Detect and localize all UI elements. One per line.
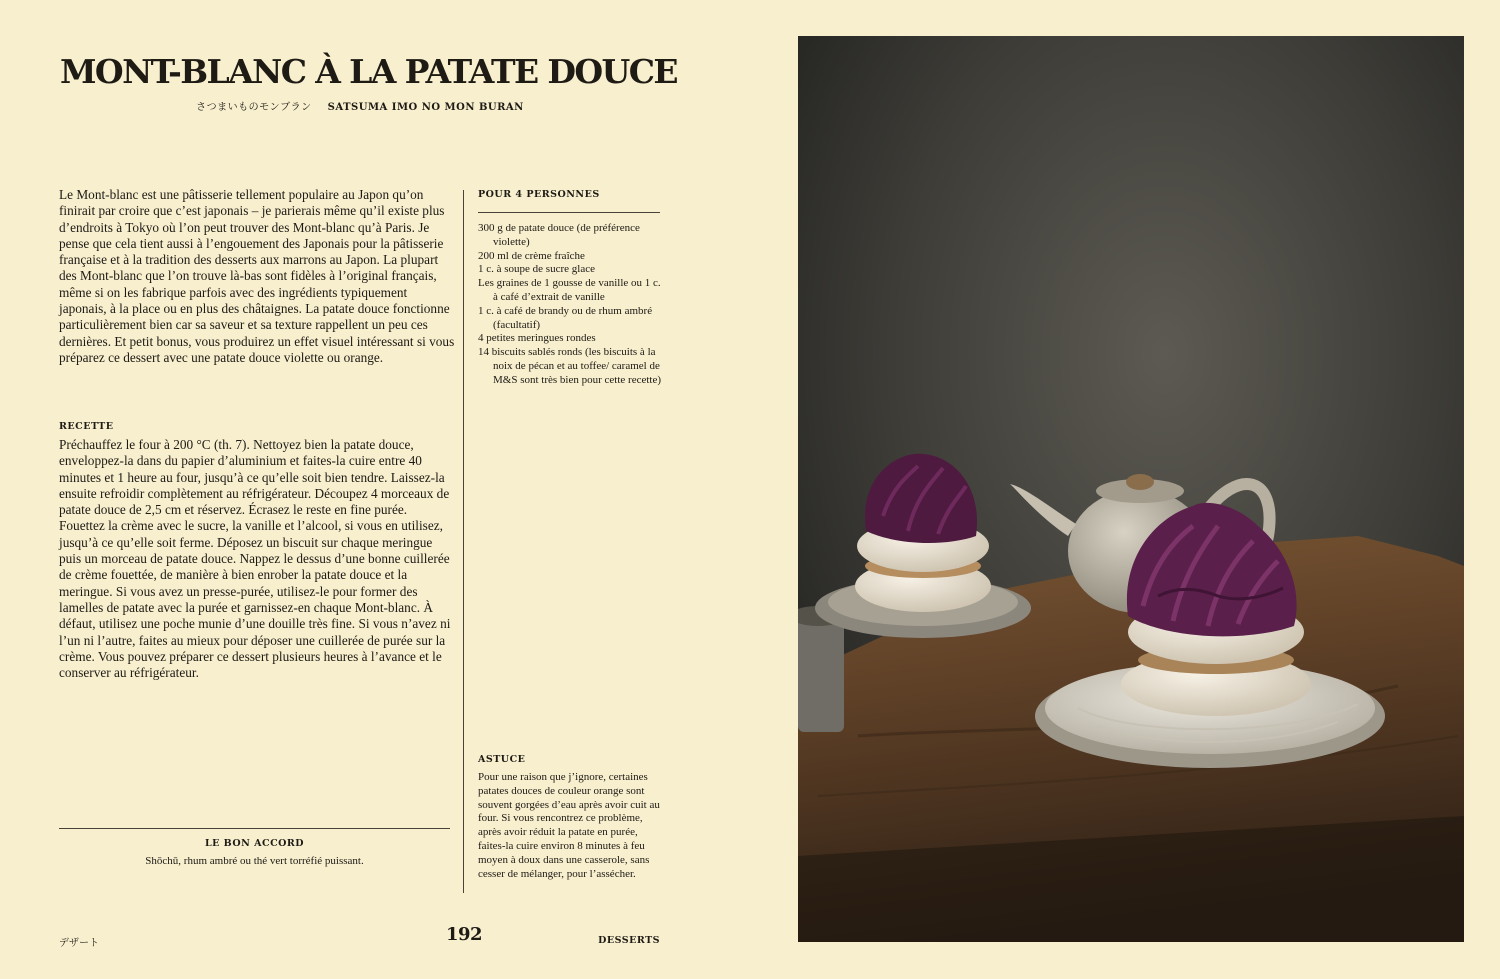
ingredient-item: 1 c. à café de brandy ou de rhum ambré (facultatif) — [478, 304, 653, 331]
ingredient-item: Les graines de 1 gousse de vanille ou 1 c. à café d’extrait de vanille — [478, 277, 661, 303]
servings-heading: POUR 4 PERSONNES — [478, 189, 600, 200]
ingredients-list — [478, 222, 668, 388]
ingredient-item: 4 petites meringues rondes — [478, 332, 596, 345]
mont-blanc-desserts-photo — [798, 36, 1464, 942]
page-number: 192 — [445, 924, 483, 945]
ingredient-item: 200 ml de crème fraîche — [478, 249, 585, 262]
ingredients-divider — [478, 212, 660, 213]
column-divider — [463, 190, 464, 893]
method-paragraph: Préchauffez le four à 200 °C (th. 7). Nettoyez bien la patate douce, enveloppez-la dans du papier d’aluminium et faites-la cuire entre 40 minutes et 1 heure au four, jusqu’à ce qu’elle soit bien tendre. Laissez-la ensuite refroidir complètement au réfrigérateur. Découpez 4 morceaux de patate douce de 2,5 cm et réservez. Écrasez le reste en fine purée. Fouettez la crème avec le sucre, la vanille et l’alcool, si vous en utilisez, jusqu’à ce qu’elle soit ferme. Déposez un biscuit sur chaque meringue puis un morceau de patate douce. Nappez le dessus d’une bonne cuillerée de crème fouettée, de manière à bien enrober la patate douce et la meringue. Si vous avez un presse-purée, utilisez-le pour former des lamelles de patate avec la purée et garnissez-en chaque Mont-blanc. À défaut, utilisez une poche munie d’une douille très fine. Si vous n’avez ni l’un ni l’autre, faites au mieux pour déposer une cuillerée de purée sur la crème. Vous pouvez préparer ce dessert plusieurs heures à l’avance et le conserver au réfrigérateur. — [59, 437, 451, 681]
intro-paragraph: Le Mont-blanc est une pâtisserie tellement populaire au Japon qu’on finirait par croire que c’est japonais – je parierais même qu’il existe plus d’endroits à Tokyo où l’on peut trouver des Mont-blanc qu’à Paris. Je pense que cela tient aussi à l’engouement des Japonais pour la pâtisserie française et à la tradition des desserts aux marrons au Japon. La plupart des Mont-blanc que l’on trouve là-bas sont fidèles à l’original français, même si on les fabrique parfois avec des ingrédients typiquement japonais, à la place ou en plus des châtaignes. La patate douce fonctionne particulièrement bien car sa saveur et sa texture rappellent un peu ces dernières. Et petit bonus, vous produirez un effet visuel intéressant si vous préparez ce dessert avec une patate douce violette ou orange. — [59, 187, 455, 365]
footer-section-name: DESSERTS — [598, 935, 660, 946]
photo-illustration — [798, 36, 1464, 942]
ingredient-item: 300 g de patate douce (de préférence violette) — [478, 222, 640, 248]
ingredient-item: 14 biscuits sablés ronds (les biscuits à la noix de pécan et au toffee/ caramel de M&S sont très bien pour cette recette) — [478, 346, 662, 386]
page-title: MONT-BLANC À LA PATATE DOUCE — [60, 52, 677, 91]
recipe-subtitle — [60, 98, 660, 113]
pairing-heading: LE BON ACCORD — [204, 838, 305, 849]
tip-heading: ASTUCE — [478, 754, 526, 765]
ingredient-item: 1 c. à soupe de sucre glace — [478, 263, 595, 276]
subtitle-romaji: SATSUMA IMO NO MON BURAN — [327, 102, 524, 113]
method-heading: RECETTE — [59, 421, 114, 432]
subtitle-japanese: さつまいものモンブラン — [196, 102, 312, 113]
tip-paragraph: Pour une raison que j’ignore, certaines patates douces de couleur orange sont souvent gorgées d’eau après avoir cuit au four. Si vous rencontrez ce problème, après avoir réduit la patate en purée, faites-la cuire environ 8 minutes à feu moyen à doux dans une casserole, sans cesser de mélanger, pour l’assécher. — [478, 771, 660, 880]
footer-section-japanese: デザート — [59, 938, 99, 949]
pairing-text: Shōchū, rhum ambré ou thé vert torréfié puissant. — [145, 855, 364, 867]
pairing-divider — [59, 828, 450, 829]
